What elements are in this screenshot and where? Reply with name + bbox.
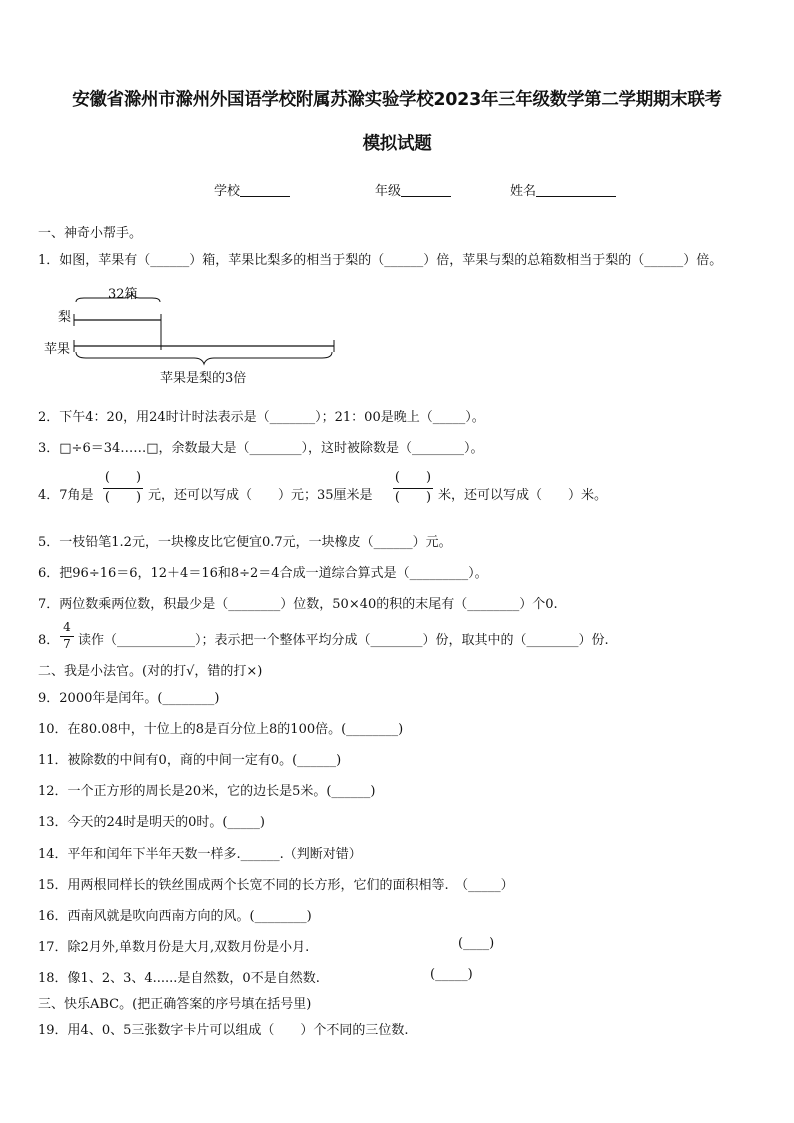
question-18: 18．像1、2、3、4......是自然数，0不是自然数. [38, 971, 320, 986]
q4-fraction-2 [393, 469, 433, 506]
question-15: 15．用两根同样长的铁丝围成两个长宽不同的长方形，它们的面积相等. （_____） [38, 878, 514, 893]
q4-frac1-bottom[interactable]: ( ) [104, 490, 142, 505]
question-19: 19．用4、0、5三张数字卡片可以组成（ ）个不同的三位数. [38, 1023, 409, 1038]
question-14: 14．平年和闰年下半年天数一样多.______.（判断对错） [38, 847, 362, 862]
grade-label: 年级 [375, 184, 402, 199]
question-10: 10．在80.08中，十位上的8是百分位上8的100倍。(________) [38, 722, 404, 737]
school-field [214, 180, 290, 199]
diagram-apple-label: 苹果 [44, 342, 71, 357]
question-13: 13．今天的24时是明天的0时。(_____) [38, 815, 265, 830]
grade-field [375, 180, 451, 199]
section-1-heading: 一、神奇小帮手。 [38, 226, 143, 241]
name-label: 姓名 [510, 184, 537, 199]
question-9: 9．2000年是闰年。(________) [38, 691, 220, 706]
question-18-answer[interactable]: (_____) [430, 967, 473, 982]
section-2-heading: 二、我是小法官。(对的打√，错的打×) [38, 664, 263, 679]
q4-frac2-top[interactable]: ( ) [394, 470, 432, 485]
question-8-number: 8． [38, 633, 60, 648]
q8-frac-top: 4 [63, 620, 71, 634]
question-8-text: 读作（____________）；表示把一个整体平均分成（________）份，取其中的（________）份. [78, 633, 609, 648]
question-2: 2．下午4：20，用24时计时法表示是（_______）；21：00是晚上（_____）。 [38, 410, 485, 425]
question-3: 3．□÷6＝34……□，余数最大是（________），这时被除数是（________）。 [38, 441, 484, 456]
question-17-answer[interactable]: (____) [458, 936, 495, 951]
school-blank[interactable] [240, 182, 290, 197]
name-blank[interactable] [536, 182, 616, 197]
q4-frac2-bottom[interactable]: ( ) [394, 490, 432, 505]
question-11: 11．被除数的中间有0，商的中间一定有0。(______) [38, 753, 342, 768]
section-3-heading: 三、快乐ABC。(把正确答案的序号填在括号里) [38, 997, 312, 1012]
q8-fraction [60, 620, 74, 651]
question-12: 12．一个正方形的周长是20米，它的边长是5米。(______) [38, 784, 376, 799]
grade-blank[interactable] [401, 182, 451, 197]
apple-pear-diagram [40, 280, 340, 380]
school-label: 学校 [214, 184, 241, 199]
name-field [510, 180, 616, 199]
question-4-part-b: 元，还可以写成（ ）元；35厘米是 [148, 488, 373, 503]
q8-frac-bottom: 7 [63, 637, 71, 651]
q4-frac1-top[interactable]: ( ) [104, 470, 142, 485]
question-17: 17．除2月外,单数月份是大月,双数月份是小月. [38, 940, 310, 955]
question-5: 5．一枝铅笔1.2元，一块橡皮比它便宜0.7元，一块橡皮（______）元。 [38, 535, 452, 550]
bottom-brace [76, 352, 332, 364]
question-4-part-c: 米，还可以写成（ ）米。 [438, 488, 608, 503]
q4-fraction-1 [103, 469, 143, 506]
question-6: 6．把96÷16＝6，12＋4＝16和8÷2＝4合成一道综合算式是（_________）。 [38, 566, 488, 581]
diagram-top-label: 32箱 [108, 287, 138, 302]
diagram-bottom-label: 苹果是梨的3倍 [160, 371, 247, 386]
question-16: 16．西南风就是吹向西南方向的风。(________) [38, 909, 312, 924]
question-4-part-a: 4．7角是 [38, 488, 94, 503]
exam-title-line1: 安徽省滁州市滁州外国语学校附属苏滁实验学校2023年三年级数学第二学期期末联考 [72, 90, 722, 110]
exam-title-line2: 模拟试题 [362, 134, 432, 154]
diagram-pear-label: 梨 [58, 310, 72, 325]
question-1: 1．如图，苹果有（______）箱，苹果比梨多的相当于梨的（______）倍，苹果与梨的总箱数相当于梨的（______）倍。 [38, 253, 723, 268]
question-7: 7．两位数乘两位数，积最少是（________）位数，50×40的积的末尾有（________）个0. [38, 597, 558, 612]
